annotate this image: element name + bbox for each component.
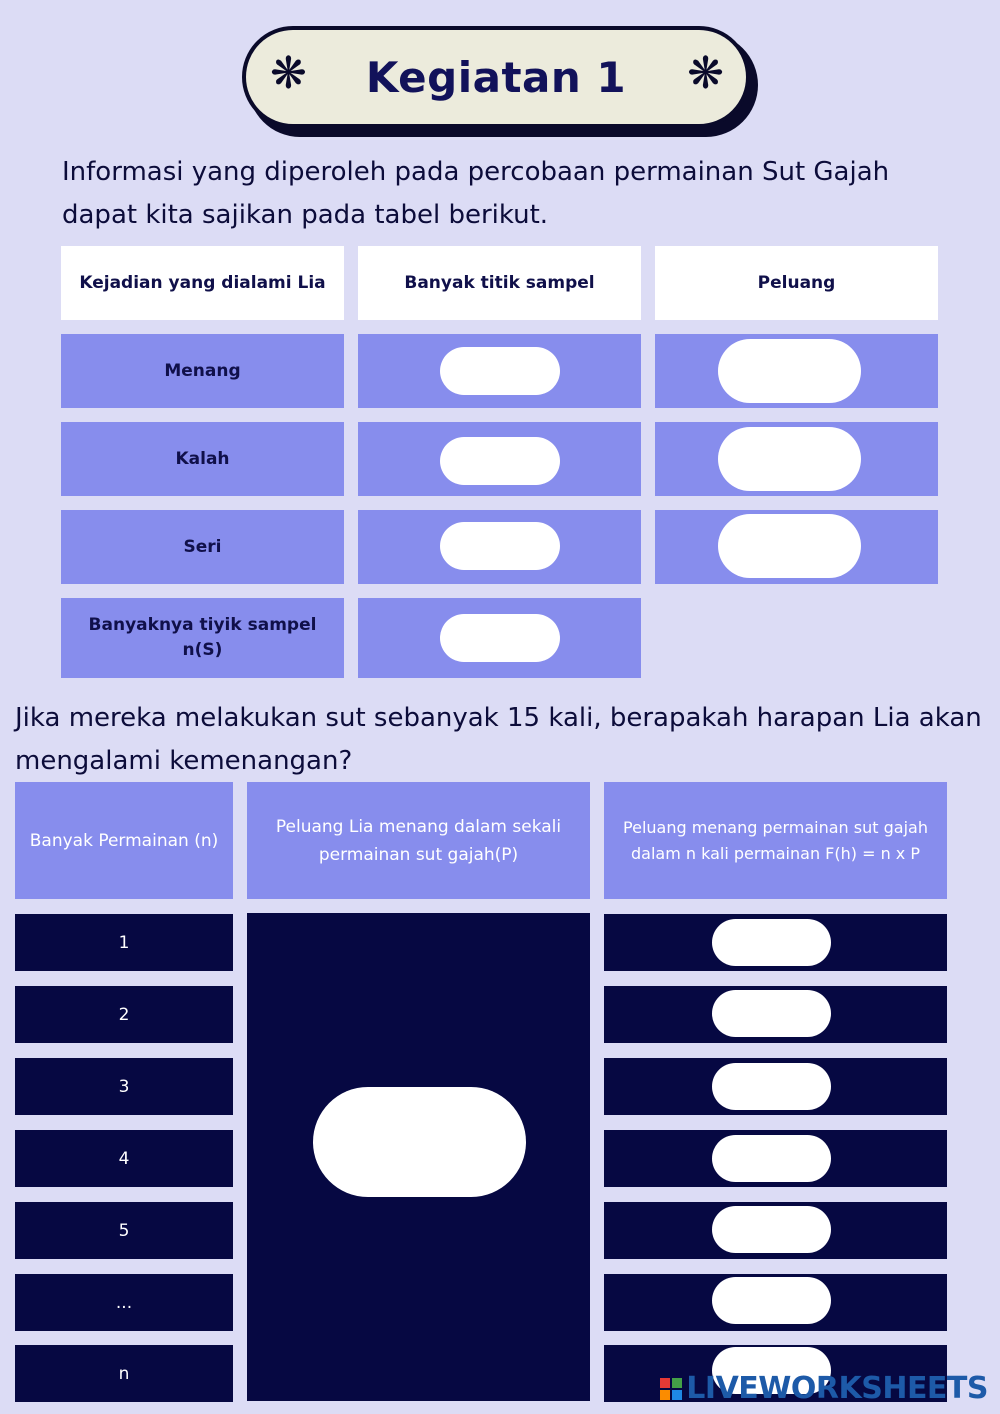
table2-header-expected: Peluang menang permainan sut gajah dalam n kali permainan F(h) = n x P — [604, 782, 947, 899]
table1-header-sample-points: Banyak titik sampel — [358, 246, 641, 320]
flower-icon: ❋ — [687, 48, 724, 99]
answer-input-lose-sample[interactable] — [440, 437, 560, 485]
table1-cell — [655, 334, 938, 408]
answer-input-expected-1[interactable] — [712, 919, 831, 966]
table2-header-games: Banyak Permainan (n) — [15, 782, 233, 899]
answer-input-expected-ellipsis[interactable] — [712, 1277, 831, 1324]
table2-cell — [604, 1202, 947, 1259]
table1-row-label-lose: Kalah — [61, 422, 344, 496]
table1-row-label-total: Banyaknya tiyik sampel n(S) — [61, 598, 344, 678]
table1-cell — [358, 422, 641, 496]
table1-header-event: Kejadian yang dialami Lia — [61, 246, 344, 320]
table2-cell — [604, 1058, 947, 1115]
question-text: Jika mereka melakukan sut sebanyak 15 kali, berapakah harapan Lia akan mengalami kemenangan? — [15, 703, 982, 776]
table1-cell — [358, 334, 641, 408]
table1-cell — [358, 598, 641, 678]
table2-row-n: 2 — [15, 986, 233, 1043]
answer-input-draw-sample[interactable] — [440, 522, 560, 570]
answer-input-single-probability[interactable] — [313, 1087, 526, 1197]
table2-row-n: 3 — [15, 1058, 233, 1115]
answer-input-draw-probability[interactable] — [718, 514, 861, 578]
intro-text: Informasi yang diperoleh pada percobaan permainan Sut Gajah dapat kita sajikan pada tabel berikut. — [62, 157, 890, 230]
answer-input-expected-4[interactable] — [712, 1135, 831, 1182]
flower-icon: ❋ — [270, 48, 307, 99]
table2-cell — [604, 986, 947, 1043]
table2-row-n: 4 — [15, 1130, 233, 1187]
title-banner — [242, 26, 750, 128]
page-title: Kegiatan 1 — [365, 52, 627, 102]
answer-input-expected-3[interactable] — [712, 1063, 831, 1110]
watermark-text: LIVEWORKSHEETS — [686, 1371, 988, 1406]
liveworksheets-logo-icon — [660, 1378, 682, 1400]
table2-header-single-probability: Peluang Lia menang dalam sekali permainan sut gajah(P) — [247, 782, 590, 899]
table1-row-label-win: Menang — [61, 334, 344, 408]
table2-cell — [604, 1130, 947, 1187]
answer-input-lose-probability[interactable] — [718, 427, 861, 491]
table2-row-n: 5 — [15, 1202, 233, 1259]
answer-input-win-sample[interactable] — [440, 347, 560, 395]
table2-cell — [604, 914, 947, 971]
table1-header-probability: Peluang — [655, 246, 938, 320]
answer-input-expected-5[interactable] — [712, 1206, 831, 1253]
answer-input-win-probability[interactable] — [718, 339, 861, 403]
table2-row-n: 1 — [15, 914, 233, 971]
table2-row-n: ... — [15, 1274, 233, 1331]
table2-cell — [604, 1274, 947, 1331]
table2-row-n: n — [15, 1345, 233, 1402]
table1-row-label-draw: Seri — [61, 510, 344, 584]
table1-cell — [655, 422, 938, 496]
table2-probability-cell — [247, 913, 590, 1401]
answer-input-expected-2[interactable] — [712, 990, 831, 1037]
table1-cell — [358, 510, 641, 584]
liveworksheets-watermark — [660, 1371, 988, 1406]
table1-cell — [655, 510, 938, 584]
answer-input-total-sample[interactable] — [440, 614, 560, 662]
